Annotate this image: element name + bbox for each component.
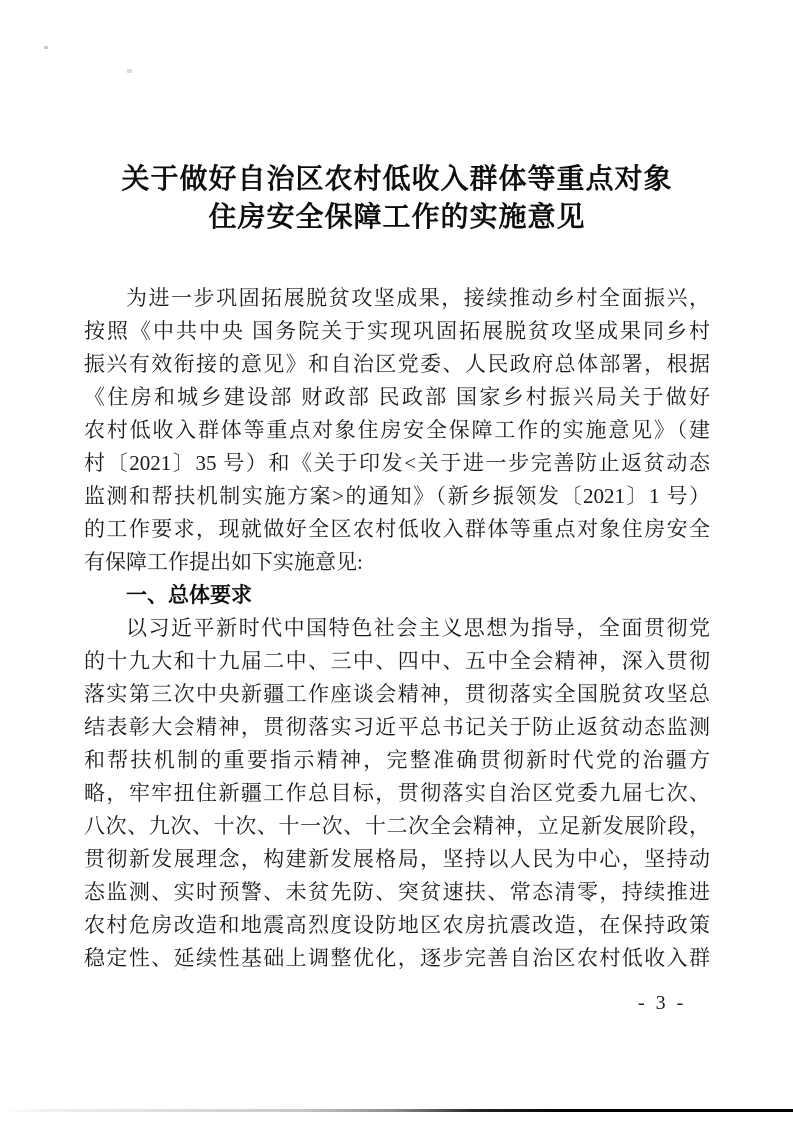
document-title: [84, 160, 710, 236]
page-number: - 3 -: [638, 992, 687, 1014]
document-title-line-1: 关于做好自治区农村低收入群体等重点对象: [121, 163, 673, 194]
section-heading: 一、总体要求: [126, 584, 252, 607]
body-line: 贯彻新发展理念，构建新发展格局，坚持以人民为中心，坚持动: [84, 847, 710, 871]
document-body: [84, 282, 710, 975]
body-line: 农村低收入群体等重点对象住房安全保障工作的实施意见》（建: [84, 418, 710, 442]
document-title-line-2: 住房安全保障工作的实施意见: [208, 201, 586, 232]
body-line: 和帮扶机制的重要指示精神，完整准确贯彻新时代党的治疆方: [84, 748, 710, 772]
body-line: 结表彰大会精神，贯彻落实习近平总书记关于防止返贫动态监测: [84, 715, 710, 739]
body-line: 村〔2021〕35 号）和《关于印发<关于进一步完善防止返贫动态: [84, 451, 710, 475]
body-line: 为进一步巩固拓展脱贫攻坚成果，接续推动乡村全面振兴，: [126, 286, 710, 310]
body-line: 态监测、实时预警、未贫先防、突贫速扶、常态清零，持续推进: [84, 880, 710, 904]
body-line: 农村危房改造和地震高烈度设防地区农房抗震改造，在保持政策: [84, 913, 710, 937]
body-line: 的十九大和十九届二中、三中、四中、五中全会精神，深入贯彻: [84, 649, 710, 673]
body-line: 振兴有效衔接的意见》和自治区党委、人民政府总体部署，根据: [84, 352, 710, 376]
scan-artifact-line: [0, 1109, 793, 1112]
body-line: 落实第三次中央新疆工作座谈会精神，贯彻落实全国脱贫攻坚总: [84, 682, 710, 706]
body-line: 稳定性、延续性基础上调整优化，逐步完善自治区农村低收入群: [84, 946, 710, 970]
body-line: 按照《中共中央 国务院关于实现巩固拓展脱贫攻坚成果同乡村: [84, 319, 710, 343]
body-line: 八次、九次、十次、十一次、十二次全会精神，立足新发展阶段，: [84, 814, 710, 838]
body-line: 略，牢牢扭住新疆工作总目标，贯彻落实自治区党委九届七次、: [84, 781, 710, 805]
body-line: 有保障工作提出如下实施意见:: [84, 550, 363, 574]
body-line: 监测和帮扶机制实施方案>的通知》（新乡振领发〔2021〕1 号）: [84, 484, 710, 508]
scan-speck: [44, 46, 48, 49]
scan-speck: [127, 69, 132, 73]
body-line: 以习近平新时代中国特色社会主义思想为指导，全面贯彻党: [126, 616, 710, 640]
body-line: 的工作要求，现就做好全区农村低收入群体等重点对象住房安全: [84, 517, 710, 541]
body-line: 《住房和城乡建设部 财政部 民政部 国家乡村振兴局关于做好: [84, 385, 710, 409]
